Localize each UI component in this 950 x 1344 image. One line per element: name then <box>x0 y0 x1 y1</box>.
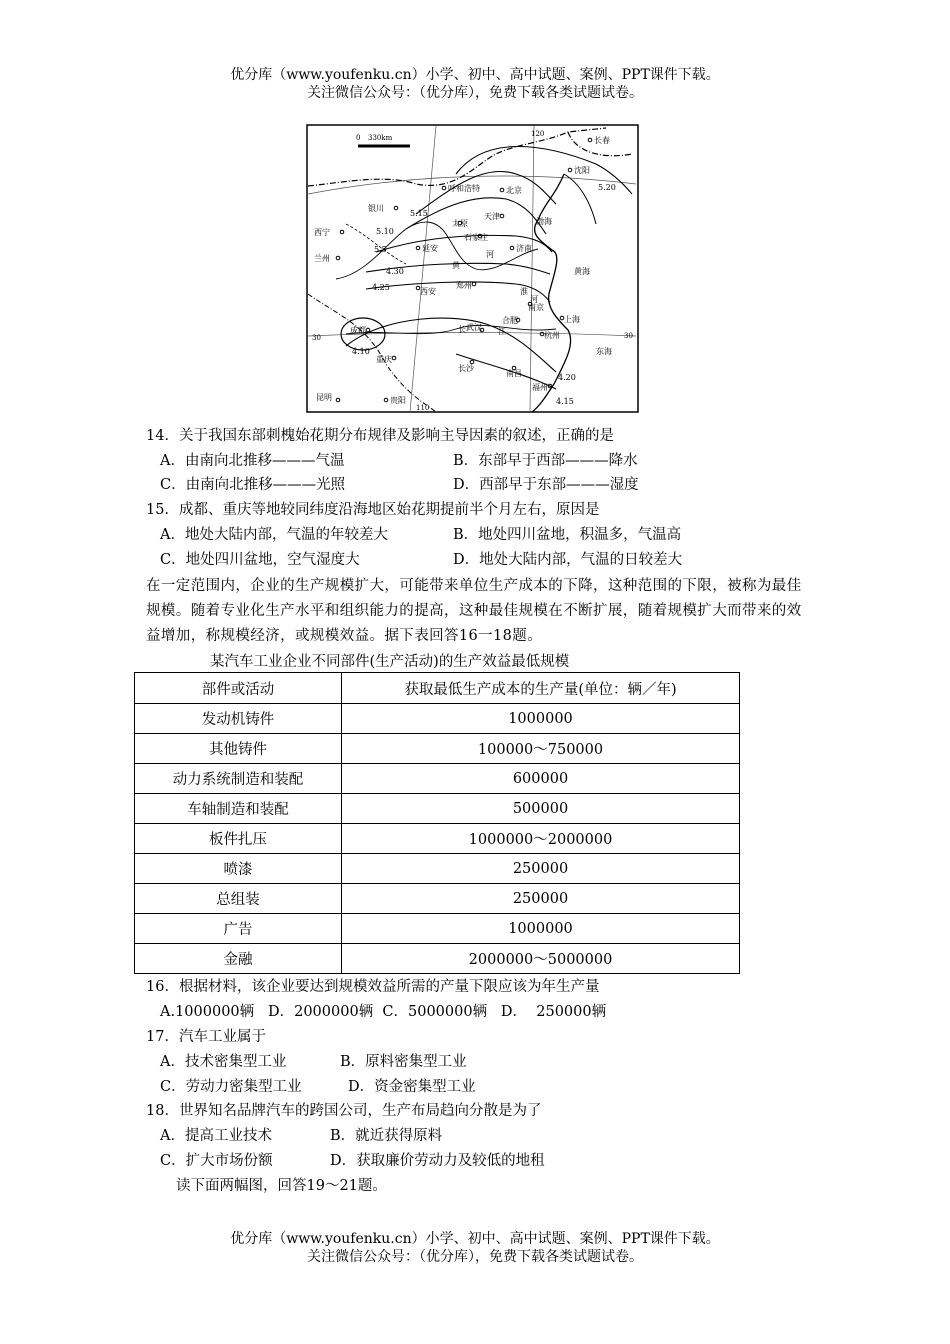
q16-options: A.1000000辆 D．2000000辆 C．5000000辆 D． 250000辆 <box>160 1004 607 1020</box>
city-label: 郑州 <box>456 281 472 290</box>
sea-label: 东海 <box>596 347 612 356</box>
city-label: 贵阳 <box>390 396 406 405</box>
table-row <box>135 704 740 734</box>
table-cell: 发动机铸件 <box>135 704 342 734</box>
isoline-label: 4.15 <box>556 397 574 406</box>
header-line-2: 关注微信公众号：（优分库），免费下载各类试题试卷。 <box>307 85 643 101</box>
scale-label: 330km <box>368 134 393 142</box>
table-cell: 车轴制造和装配 <box>135 794 342 824</box>
city-label: 南京 <box>528 303 544 312</box>
table-header-row <box>135 673 740 704</box>
city-label: 上海 <box>564 315 580 324</box>
q15-stem: 15．成都、重庆等地较同纬度沿海地区始花期提前半个月左右，原因是 <box>146 502 600 518</box>
isoline-label: 4.25 <box>372 283 390 292</box>
table-cell: 250000 <box>342 854 740 884</box>
production-scale-table <box>134 672 740 974</box>
table-header-cell: 部件或活动 <box>135 673 342 704</box>
city-label: 石家庄 <box>464 233 488 242</box>
isoline-label: 5.15 <box>410 209 428 218</box>
q15-option-d: D．地处大陆内部，气温的日较差大 <box>453 552 683 568</box>
scale-zero: 0 <box>356 134 361 142</box>
q18-option-a: A．提高工业技术 <box>160 1128 272 1144</box>
table-row <box>135 944 740 974</box>
city-label: 杭州 <box>544 331 560 340</box>
q15-option-b: B．地处四川盆地，积温多，气温高 <box>453 527 682 543</box>
river-label: 黄 <box>452 261 460 270</box>
city-label: 合肥 <box>502 316 518 325</box>
table-cell: 1000000～2000000 <box>342 824 740 854</box>
lon-label: 110 <box>416 404 430 412</box>
table-header-cell: 获取最低生产成本的生产量(单位：辆／年) <box>342 673 740 704</box>
city-label: 太原 <box>452 219 468 228</box>
footer-line-2: 关注微信公众号：（优分库），免费下载各类试题试卷。 <box>307 1249 643 1265</box>
table-cell: 其他铸件 <box>135 734 342 764</box>
phenology-isoline-map <box>306 124 639 413</box>
isoline-label: 5.5 <box>374 245 387 254</box>
q18-stem: 18．世界知名品牌汽车的跨国公司，生产布局趋向分散是为了 <box>146 1103 542 1119</box>
city-label: 西宁 <box>314 228 330 237</box>
q17-option-c: C．劳动力密集型工业 <box>160 1079 302 1095</box>
city-label: 重庆 <box>376 355 392 364</box>
q17-stem: 17．汽车工业属于 <box>146 1029 266 1045</box>
q14-stem: 14．关于我国东部刺槐始花期分布规律及影响主导因素的叙述，正确的是 <box>146 428 614 444</box>
city-label: 济南 <box>516 244 532 253</box>
table-cell: 1000000 <box>342 914 740 944</box>
river-label: 河 <box>486 250 494 259</box>
river-label: 长 <box>458 325 466 334</box>
table-row <box>135 914 740 944</box>
isoline-label: 4.10 <box>352 347 370 356</box>
lat-label: 30 <box>624 332 633 340</box>
isoline-label: 4.20 <box>558 373 576 382</box>
sea-label: 渤海 <box>536 217 552 226</box>
lon-label: 120 <box>531 130 545 138</box>
city-label: 福州 <box>532 383 548 392</box>
isoline-label: 4.30 <box>386 267 404 276</box>
city-label: 长春 <box>594 136 610 145</box>
q15-option-a: A．地处大陆内部，气温的年较差大 <box>160 527 388 543</box>
river-label: 河 <box>530 295 538 304</box>
city-label: 兰州 <box>314 254 330 263</box>
q15-option-c: C．地处四川盆地，空气湿度大 <box>160 552 360 568</box>
city-label: 南昌 <box>506 369 522 378</box>
table-row <box>135 734 740 764</box>
q17-option-b: B．原料密集型工业 <box>340 1054 467 1070</box>
table-cell: 总组装 <box>135 884 342 914</box>
table-cell: 250000 <box>342 884 740 914</box>
q14-option-a: A．由南向北推移———气温 <box>160 453 345 469</box>
q18-option-d: D．获取廉价劳动力及较低的地租 <box>330 1153 545 1169</box>
city-label: 成都 <box>350 326 366 335</box>
table-cell: 1000000 <box>342 704 740 734</box>
table-row <box>135 854 740 884</box>
city-label: 银川 <box>368 204 384 213</box>
intro-paragraph: 在一定范围内，企业的生产规模扩大，可能带来单位生产成本的下降，这种范围的下限，被称为最佳规模。随着专业化生产水平和组织能力的提高，这种最佳规模在不断扩展，随着规模扩大而带来的效益增加，称规模经济，或规模效益。据下表回答16一18题。 <box>146 578 802 644</box>
footer-line-1: 优分库（www.youfenku.cn）小学、初中、高中试题、案例、PPT课件下载。 <box>230 1231 720 1247</box>
city-label: 沈阳 <box>574 166 590 175</box>
isoline-label: 5.10 <box>376 227 394 236</box>
table-row <box>135 884 740 914</box>
city-label: 天津 <box>484 212 500 221</box>
table-cell: 600000 <box>342 764 740 794</box>
q14-option-c: C．由南向北推移———光照 <box>160 477 346 493</box>
table-cell: 板件扎压 <box>135 824 342 854</box>
next-section-instruction: 读下面两幅图，回答19～21题。 <box>176 1178 387 1194</box>
header-line-1: 优分库（www.youfenku.cn）小学、初中、高中试题、案例、PPT课件下载。 <box>230 67 720 83</box>
q17-option-d: D．资金密集型工业 <box>348 1079 476 1095</box>
city-label: 长沙 <box>458 364 474 373</box>
table-cell: 2000000～5000000 <box>342 944 740 974</box>
table-row <box>135 824 740 854</box>
lat-label: 30 <box>312 334 321 342</box>
q18-option-b: B．就近获得原料 <box>330 1128 443 1144</box>
city-label: 北京 <box>506 186 522 195</box>
table-row <box>135 794 740 824</box>
q18-option-c: C．扩大市场份额 <box>160 1153 273 1169</box>
sea-label: 黄海 <box>574 267 590 276</box>
river-label: 江 <box>498 327 506 336</box>
table-cell: 500000 <box>342 794 740 824</box>
q17-option-a: A．技术密集型工业 <box>160 1054 287 1070</box>
table-cell: 金融 <box>135 944 342 974</box>
table-cell: 100000～750000 <box>342 734 740 764</box>
city-label: 呼和浩特 <box>448 184 480 193</box>
q16-stem: 16．根据材料，该企业要达到规模效益所需的产量下限应该为年生产量 <box>146 979 600 995</box>
city-label: 延安 <box>422 244 438 253</box>
city-label: 武汉 <box>466 323 482 332</box>
q14-option-d: D．西部早于东部———湿度 <box>453 477 639 493</box>
table-row <box>135 764 740 794</box>
table-cell: 动力系统制造和装配 <box>135 764 342 794</box>
table-cell: 广告 <box>135 914 342 944</box>
city-label: 西安 <box>420 287 436 296</box>
table-cell: 喷漆 <box>135 854 342 884</box>
isoline-label: 5.20 <box>598 183 616 192</box>
table-title: 某汽车工业企业不同部件(生产活动)的生产效益最低规模 <box>210 654 570 670</box>
river-label: 淮 <box>520 287 528 296</box>
city-label: 昆明 <box>316 393 332 402</box>
q14-option-b: B．东部早于西部———降水 <box>453 453 638 469</box>
